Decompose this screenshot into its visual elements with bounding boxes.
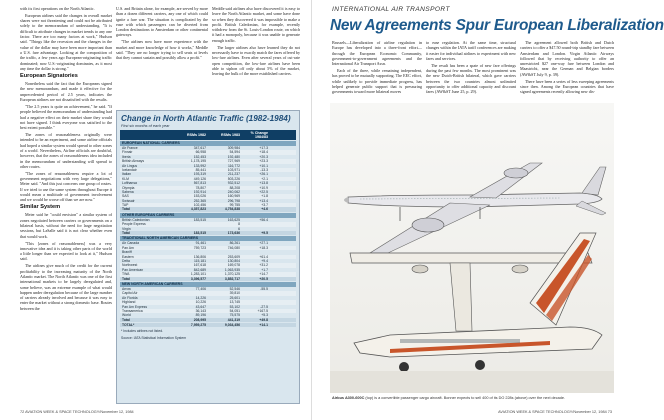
table-section: [120, 282, 296, 322]
paragraph: The larger airlines also have learned they do not necessarily have to exactly match the fares offered by low-fare airlines. Even after several years of cut-rate open competition, the low-fare airlines have been able to siphon off only about 5% of the market, leaving the bulk of the more established carriers.: [212, 44, 300, 77]
cell: British Caledonian: [122, 217, 150, 222]
paragraph: "This [zones of reasonableness] was a very innovative idea and it is taking other parts of the world a little longer than we expected to look at it," Hudson said.: [20, 240, 112, 262]
cell: 9,034,456: [224, 323, 240, 328]
cell: +9.4: [261, 258, 268, 263]
cell: 136,806: [193, 254, 206, 259]
cell: +26.1: [259, 172, 268, 177]
cell: 7,959,275: [190, 323, 206, 328]
cell: 6: [238, 226, 240, 231]
cell: 932,512: [227, 181, 240, 186]
cell: +61.4: [259, 254, 268, 259]
paragraph: "The 2.5 years is quite an achievement," he said. "If people believed the memorandum of understanding had had a negative effect on their market share they would not have signed. I think everyone was satisfied to the best extent possible.": [20, 103, 112, 131]
cell: 89,196: [195, 313, 206, 318]
cell: 167,618: [193, 263, 206, 268]
table-section: [120, 213, 296, 236]
right-column-3: [520, 40, 614, 100]
cell: 99,755: [229, 203, 240, 208]
cell: +4.6: [261, 207, 268, 212]
table-section-heading: TRADITIONAL NORTH AMERICAN CARRIERS: [120, 236, 296, 241]
table-row: [120, 318, 296, 322]
cell: Air Lingus: [122, 163, 138, 168]
table-subtitle: First six months of each year: [121, 124, 170, 128]
caption-bold: Airbus A300-600C: [332, 396, 365, 400]
cell: Pan Am Express: [122, 304, 148, 309]
cell: British Airways: [122, 159, 145, 164]
paragraph: European airlines said the changes in overall market shares were not threatening and could not be attributed solely to the memorandum of understanding. "It is difficult to attribute changes in market trends to any one factor. There are too many factors at work," Hudson said. "Things like the recession and the changes in the value of the dollar may have been more important than a U.S. fare advantage. Looking at the composition of the traffic, a few years ago European-originating traffic dominated; now U.S.-originating dominates, as it most any time the dollar is strong.": [20, 12, 112, 71]
cell: 85,441: [195, 167, 206, 172]
cell: 130,804: [227, 258, 240, 263]
cell: 77,406: [195, 286, 206, 291]
cell: Northwest: [122, 263, 138, 268]
paragraph: The result has been a spate of new fare offerings during the past few months. The most prominent was the new Dutch-British bilateral, which gave carriers between the two countries almost unlimited opportunity to offer additional capacity and discount fares (AW&ST June 25, p. 29).: [426, 62, 516, 95]
aircraft-illustration: [330, 103, 614, 393]
cell: +20.3: [259, 154, 268, 159]
cell: Italian: [122, 172, 132, 177]
cell: 449,126: [193, 176, 206, 181]
cell: 1,283,101: [190, 272, 206, 277]
traffic-table: [116, 110, 300, 404]
cell: 296,798: [227, 198, 240, 203]
grand-total-row: [120, 323, 296, 327]
cell: Pan Am: [122, 245, 134, 250]
cell: +14.1: [259, 323, 268, 328]
subheading-similar-system: Similar System: [20, 204, 61, 211]
cell: 503,226: [227, 176, 240, 181]
paragraph: "The zones of reasonableness require a lot of government negotiations with very large delegations," Meier said. "And this just concerns one group of routes. If we tried to use the same system throughout Europe it would mean a multitude of government involvement and we would be worse off than we are now.": [20, 170, 112, 203]
left-page: [0, 0, 312, 420]
cell: Virgin: [122, 226, 131, 231]
cell: SAS: [122, 194, 129, 199]
cell: 36,143: [195, 308, 206, 313]
table-source: Source: IATA Statistical Information System: [121, 336, 187, 341]
cell: 183,515: [193, 217, 206, 222]
cell: TWA: [122, 272, 130, 277]
paragraph: Each of the three, while remaining independent, has proved to be mutually supporting. The EEC effort, while unlikely to provide immediate progress, has helped generate public support that is pressuring governments toward more bilateral moves: [332, 68, 422, 95]
cell: 3,396,577: [190, 276, 206, 281]
cell: 78,807: [195, 185, 206, 190]
cell: 727,969: [227, 159, 240, 164]
paragraph: U.S. and Britain alone, for example, are served by more than a dozen different carriers, any one of which could ignite a fare war. The situation is complicated by the ease with which passengers can be diverted from London destinations to Amsterdam or other continental gateways.: [116, 6, 208, 38]
cell: 4,357,823: [190, 207, 206, 212]
paragraph: The zones of reasonableness originally were intended to be an experiment, and some airline officials had hoped a similar system would spread to other zones of a world. Nevertheless, Airline officials are doubtful, however, that the zones of reasonableness idea included in the memorandum of understanding will spread to other routes.: [20, 132, 112, 169]
cell: +18.4: [259, 150, 268, 155]
cell: 173,636: [227, 231, 240, 236]
cell: -27.5: [260, 304, 268, 309]
table-section-heading: OTHER EUROPEAN CARRIERS: [120, 213, 296, 218]
cell: +20.5: [259, 276, 268, 281]
paragraph: to ease regulation. At the same time, structural changes within the IATA tariff conferences are making it easier for individual airlines to experiment with new fares and services.: [426, 40, 516, 61]
table-row: [120, 231, 296, 235]
cell: 759,723: [193, 245, 206, 250]
table-section: [120, 141, 296, 212]
caption-text: (top) is a convertible passenger cargo aircraft. Bonner expects to sell 400 of its DO 228s (above) over the next decade.: [364, 396, 566, 400]
cell: TAP: [122, 203, 129, 208]
right-page: [312, 0, 664, 420]
cell: 25,601: [229, 295, 240, 300]
cell: 66,958: [195, 150, 206, 155]
cell: Pan American: [122, 267, 144, 272]
cell: 102,456: [193, 203, 206, 208]
table-title: Change in North Atlantic Traffic (1982-1984): [121, 114, 291, 123]
cell: Braniff: [122, 250, 132, 255]
cell: Icelandair: [122, 167, 137, 172]
cell: 75,575: [229, 313, 240, 318]
cell: 1,370,125: [224, 272, 240, 277]
cell: 253,609: [227, 254, 240, 259]
cell: 183,515: [193, 231, 206, 236]
table-row: [120, 207, 296, 211]
cell: 4,754,838: [224, 207, 240, 212]
cell: 86,261: [229, 241, 240, 246]
table-sections: [117, 141, 299, 322]
cell: 91,461: [195, 241, 206, 246]
cell: 10,226: [195, 300, 206, 305]
cell: 567,813: [193, 181, 206, 186]
cell: 115,181: [193, 258, 206, 263]
aircraft-photo: [330, 103, 614, 393]
cell: +23.3: [259, 159, 268, 164]
cell: 192,914: [193, 189, 206, 194]
cell: +3.7: [261, 203, 268, 208]
table-row: [120, 277, 296, 281]
cell: 746,080: [227, 245, 240, 250]
paragraph: Brussels—Liberalization of airline regulation in Europe has developed into a three-front effort—through the European Economic Community, government-to-government agreements and the International Air Transport Assn.: [332, 40, 422, 67]
cell: Eastern: [122, 254, 134, 259]
paragraph: The airlines give much of the credit for the current profitability to the increasing maturity of the North Atlantic market. The North Atlantic was one of the first international markets to be largely deregulated and, some believe, was an extreme example of what would happen under deregulation because of the large number of carriers already involved and because it was easy to enter the market without a strong domestic base. Routes between the: [20, 263, 112, 311]
cell: 192,480: [227, 154, 240, 159]
cell: Delta: [122, 258, 130, 263]
cell: +22.5: [259, 189, 268, 194]
cell: +14.7: [259, 272, 268, 277]
left-column-3: [212, 6, 300, 108]
subheading-european-signatories: European Signatories: [20, 73, 78, 80]
cell: Sabena: [122, 189, 134, 194]
cell: TOTAL*: [122, 323, 135, 328]
section-label: INTERNATIONAL AIR TRANSPORT: [332, 6, 450, 13]
cell: 163,625: [227, 217, 240, 222]
cell: +17.3: [259, 146, 268, 150]
cell: 54,594: [229, 150, 240, 155]
cell: 103,971: [227, 167, 240, 172]
cell: +49.8: [259, 317, 268, 322]
paragraph: Meier said he "could envision" a similar system of zones negotiated between carriers or governments on a bilateral basis, without the need for large negotiation sessions, but LaSalle said it is not clear whether even that would work.: [20, 212, 112, 239]
cell: 211,237: [227, 172, 240, 177]
cell: +56.4: [259, 217, 268, 222]
cell: Air France: [122, 146, 138, 150]
cell: Total: [122, 317, 130, 322]
cell: 43,647: [195, 304, 206, 309]
cell: Arrow: [122, 286, 131, 291]
table-section-heading: NEW NORTH AMERICAN CARRIERS: [120, 282, 296, 287]
cell: 252,365: [193, 198, 206, 203]
cell: +2.1: [261, 176, 268, 181]
paragraph: There have been a series of less sweeping agreements since then. Among the European countries that have signed agreements recently allowing new dis-: [520, 78, 614, 95]
cell: Air Canada: [122, 241, 139, 246]
header-cell: RSMs 1982: [187, 132, 206, 137]
cell: 116,772: [227, 163, 240, 168]
cell: Total: [122, 207, 130, 212]
cell: 88,208: [229, 185, 240, 190]
cell: 441,319: [227, 317, 240, 322]
cell: +27.1: [259, 241, 268, 246]
cell: 842,689: [193, 267, 206, 272]
cell: +1.7: [261, 267, 268, 272]
cell: 160,969: [227, 194, 240, 199]
paragraph: Meddle said airlines also have discovered it is easy to leave the North Atlantic market, and some have done so when they discovered it was impossible to make a profit. British Caledonian, for example, recently withdrew from the St. Louis-London route, on which it had a monopoly, because it was unable to generate enough traffic.: [212, 6, 300, 43]
cell: 1,178,195: [190, 159, 206, 164]
cell: 309,984: [227, 146, 240, 150]
cell: Finnair: [122, 150, 133, 155]
cell: 153,026: [193, 194, 206, 199]
cell: Lufthansa: [122, 181, 137, 186]
cell: +5.3: [261, 313, 268, 318]
cell: +31.2: [259, 263, 268, 268]
cell: People Express: [122, 222, 146, 227]
header-cell: RSMs 1983: [221, 132, 240, 137]
cell: 240,062: [227, 189, 240, 194]
table-footnote: * Includes airlines not listed.: [121, 329, 164, 334]
cell: Total: [122, 276, 130, 281]
header-cell: % Change 1984/83: [250, 130, 268, 139]
cell: Total: [122, 231, 130, 236]
cell: 193,319: [193, 172, 206, 177]
cell: +13.4: [259, 198, 268, 203]
table-section-heading: EUROPEAN NATIONAL CARRIERS: [120, 141, 296, 146]
cell: Olympia: [122, 185, 135, 190]
cell: 133,992: [193, 163, 206, 168]
cell: 39,810: [229, 291, 240, 296]
cell: Transamerica: [122, 308, 143, 313]
cell: World: [122, 313, 131, 318]
cell: 152,453: [193, 154, 206, 159]
paragraph: "The airlines now have more experience with the market and more knowledge of how it works," Meddle said. "They are no longer trying to sell seats at levels that they cannot sustain and possibly allow a profit.": [116, 39, 208, 61]
photo-caption: [332, 396, 614, 401]
paragraph: Nonetheless said the fact that the Europeans signed the new memorandum, and made it effective for the unprecedented period of 2.5 years, indicates the European airlines are not dissatisfied with the results.: [20, 81, 112, 103]
cell: Capitol Air: [122, 291, 138, 296]
cell: -55.5: [260, 286, 268, 291]
cell: 208,995: [193, 317, 206, 322]
cell: Air Florida: [122, 295, 138, 300]
table-section: [120, 236, 296, 281]
table-header: [120, 130, 296, 140]
paragraph: The agreement allowed both British and Dutch carriers to offer a $47.50 round-trip standby fare between Amsterdam and London. Virgin Atlantic Airways followed that by receiving authority to offer an unrestricted $27 one-way fare between London and Maastricht, near the German and Belgian borders (AW&ST July 9, p. 39).: [520, 40, 614, 77]
cell: +18.3: [259, 245, 268, 250]
left-column-2: [116, 6, 208, 108]
cell: 52,546: [229, 286, 240, 291]
cell: 1,063,935: [224, 267, 240, 272]
cell: 54,051: [229, 308, 240, 313]
cell: Iberia: [122, 154, 131, 159]
cell: +10.9: [259, 185, 268, 190]
left-folio: 72 AVIATION WEEK & SPACE TECHNOLOGY/November 12, 1984: [20, 410, 134, 414]
cell: 169,078: [227, 263, 240, 268]
left-column-1: [20, 6, 112, 406]
cell: +13.8: [259, 181, 268, 186]
cell: 3,852,717: [224, 276, 240, 281]
cell: Swissair: [122, 198, 135, 203]
right-column-2: [426, 40, 516, 100]
cell: +167.5: [257, 308, 268, 313]
cell: Highland: [122, 300, 136, 305]
right-folio: AVIATION WEEK & SPACE TECHNOLOGY/November 12, 1984 73: [498, 410, 612, 414]
cell: -13.3: [260, 167, 268, 172]
cell: KLM: [122, 176, 129, 181]
cell: +10.1: [259, 163, 268, 168]
cell: +9.5: [261, 231, 268, 236]
cell: 14,226: [195, 295, 206, 300]
headline: New Agreements Spur European Liberalization: [330, 17, 664, 34]
paragraph: with its first operations on the North Atlantic.: [20, 6, 95, 11]
cell: 347,617: [193, 146, 206, 150]
cell: 8: [238, 222, 240, 227]
cell: 13,745: [229, 300, 240, 305]
right-column-1: [332, 40, 422, 100]
cell: 53,102: [229, 304, 240, 309]
cell: +1.8: [261, 194, 268, 199]
